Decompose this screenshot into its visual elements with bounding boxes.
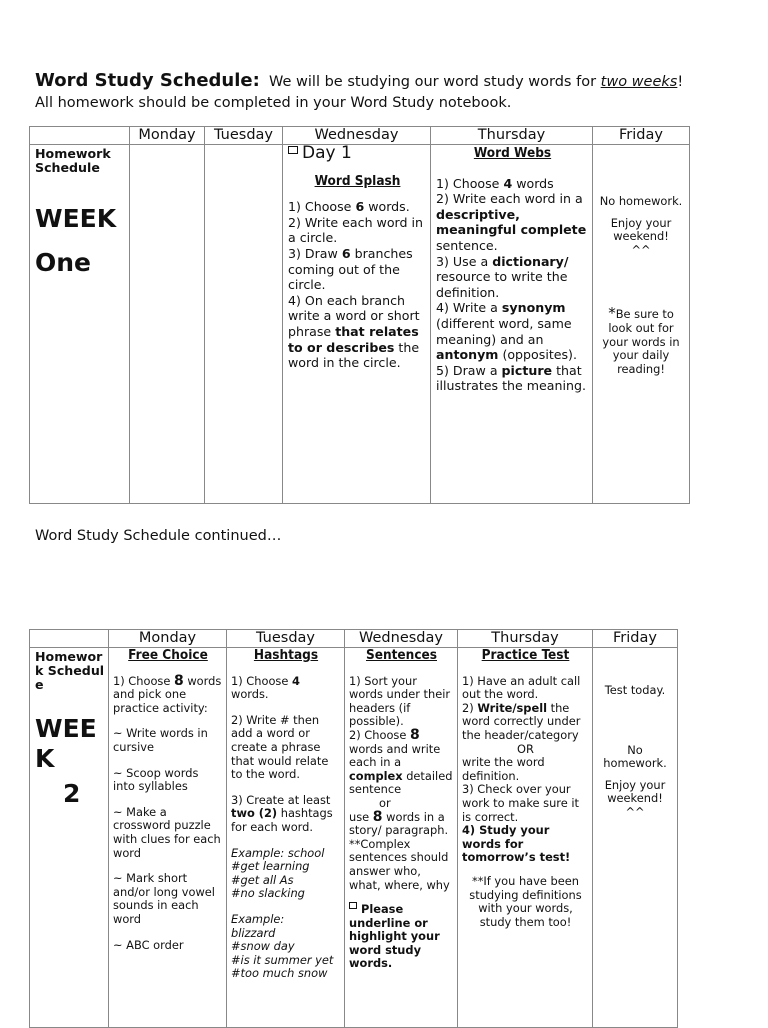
checkbox-icon bbox=[288, 146, 298, 154]
hashtags-step-2: 2) Write # then add a word or create a phrase that would relate to the word. bbox=[231, 712, 329, 782]
week2-friday-cell bbox=[593, 648, 678, 1028]
week2-day-thursday: Thursday bbox=[458, 630, 593, 648]
practice-test-heading: Practice Test bbox=[481, 647, 570, 663]
week2-wednesday-cell bbox=[345, 648, 458, 1028]
sentences-heading: Sentences bbox=[365, 647, 437, 663]
week2-friday-test-today: Test today. bbox=[604, 683, 666, 697]
week2-header-row bbox=[30, 630, 678, 648]
practice-test-step-4: 4) Study your words for tomorrow’s test! bbox=[462, 823, 571, 865]
sentences-step-3: use 8 words in a story/ paragraph. bbox=[349, 808, 449, 838]
page-title: Word Study Schedule bbox=[35, 70, 253, 91]
word-splash-heading: Word Splash bbox=[314, 172, 401, 189]
week1-homework-label: Homework Schedule bbox=[35, 146, 111, 175]
week1-day-monday: Monday bbox=[130, 127, 205, 145]
homework-note: All homework should be completed in your Word Study notebook. bbox=[35, 95, 512, 111]
word-splash-step-1: 1) Choose 6 words. bbox=[288, 199, 410, 215]
hashtags-example-1: Example: school #get learning #get all As #no slacking bbox=[231, 845, 325, 901]
week1-label-cell bbox=[30, 145, 130, 504]
free-choice-activity-5: ~ ABC order bbox=[113, 937, 184, 952]
week2-table bbox=[29, 629, 678, 1028]
week2-body-row bbox=[30, 648, 678, 1028]
continued-label: Word Study Schedule continued… bbox=[35, 528, 282, 544]
week1-day-friday: Friday bbox=[593, 127, 690, 145]
hashtags-example-2: Example: blizzard #snow day #is it summer yet #too much snow bbox=[231, 911, 334, 981]
word-splash-step-3: 3) Draw 6 branches coming out of the circle. bbox=[288, 245, 413, 293]
practice-test-step-3: 3) Check over your work to make sure it is correct. bbox=[462, 782, 579, 824]
week2-day-monday: Monday bbox=[109, 630, 227, 648]
week1-table bbox=[29, 126, 690, 504]
word-splash-step-2: 2) Write each word in a circle. bbox=[288, 214, 423, 246]
week2-week-number: 2 bbox=[63, 779, 81, 808]
sentences-underline-note: Please underline or highlight your word study words. bbox=[349, 902, 440, 971]
practice-test-definition: write the word definition. bbox=[462, 755, 545, 783]
week1-corner-cell bbox=[30, 127, 130, 145]
sentences-step-1: 1) Sort your words under their headers (if possible). bbox=[349, 673, 451, 729]
week2-week-label: WEEK bbox=[35, 714, 97, 773]
practice-test-or: OR bbox=[517, 741, 534, 756]
free-choice-activity-4: ~ Mark short and/or long vowel sounds in each word bbox=[113, 871, 215, 926]
practice-test-definitions-note: **If you have been studying definitions with your words, study them too! bbox=[469, 873, 582, 929]
free-choice-activity-2: ~ Scoop words into syllables bbox=[113, 765, 199, 794]
hashtags-heading: Hashtags bbox=[253, 647, 319, 663]
sentences-step-2: 2) Choose 8 words and write each in a complex detailed sentence bbox=[349, 726, 453, 797]
week1-day-thursday: Thursday bbox=[431, 127, 593, 145]
intro-exclaim: ! bbox=[677, 74, 684, 90]
word-webs-step-2: 2) Write each word in a descriptive, meaningful complete sentence. bbox=[436, 191, 587, 253]
free-choice-activity-1: ~ Write words in cursive bbox=[113, 726, 208, 754]
week2-corner-cell bbox=[30, 630, 109, 648]
practice-test-step-1: 1) Have an adult call out the word. bbox=[462, 673, 581, 702]
title-colon: : bbox=[252, 70, 260, 91]
week1-friday-reminder: *Be sure to look out for your words in your daily reading! bbox=[602, 304, 680, 376]
week1-week-label: WEEK bbox=[35, 204, 117, 233]
sentences-or: or bbox=[379, 795, 391, 810]
week2-tuesday-cell bbox=[227, 648, 345, 1028]
week2-monday-cell bbox=[109, 648, 227, 1028]
word-webs-step-4: 4) Write a synonym (different word, same meaning) and an antonym (opposites). bbox=[436, 300, 577, 363]
week2-day-tuesday: Tuesday bbox=[227, 630, 345, 648]
week2-friday-no-homework: No homework. bbox=[603, 742, 667, 771]
hashtags-step-1: 1) Choose 4 words. bbox=[231, 673, 300, 702]
week2-day-friday: Friday bbox=[593, 630, 678, 648]
week1-body-row bbox=[30, 145, 690, 504]
day1-label: Day 1 bbox=[288, 146, 427, 162]
week1-day-wednesday: Wednesday bbox=[283, 127, 431, 145]
practice-test-step-2: 2) Write/spell the word correctly under the header/category bbox=[462, 700, 581, 742]
week1-tuesday-cell bbox=[205, 145, 283, 504]
week1-wednesday-cell bbox=[283, 145, 431, 504]
word-webs-step-3: 3) Use a dictionary/ resource to write the definition. bbox=[436, 253, 569, 300]
word-splash-step-4: 4) On each branch write a word or short phrase that relates to or describes the word in the circle. bbox=[288, 292, 420, 371]
sentences-complex-note: **Complex sentences should answer who, what, where, why bbox=[349, 836, 450, 892]
week1-week-number: One bbox=[35, 248, 92, 277]
week2-thursday-cell bbox=[458, 648, 593, 1028]
week1-monday-cell bbox=[130, 145, 205, 504]
week1-thursday-cell bbox=[431, 145, 593, 504]
intro-text: We will be studying our word study words for bbox=[269, 74, 597, 90]
week2-label-cell bbox=[30, 648, 109, 1028]
word-webs-step-1: 1) Choose 4 words bbox=[436, 175, 554, 191]
free-choice-activity-3: ~ Make a crossword puzzle with clues for each word bbox=[113, 804, 221, 860]
week1-friday-cell bbox=[593, 145, 690, 504]
two-weeks-emphasis: two weeks bbox=[600, 74, 678, 90]
week1-day-tuesday: Tuesday bbox=[205, 127, 283, 145]
page-title-line bbox=[35, 70, 683, 91]
week2-homework-label: Homework Schedule bbox=[35, 649, 105, 692]
week2-day-wednesday: Wednesday bbox=[345, 630, 458, 648]
word-webs-heading: Word Webs bbox=[473, 145, 552, 161]
hashtags-step-3: 3) Create at least two (2) hashtags for each word. bbox=[231, 792, 333, 834]
week1-header-row bbox=[30, 127, 690, 145]
week1-friday-no-homework: No homework. bbox=[599, 194, 683, 208]
free-choice-step-1: 1) Choose 8 words and pick one practice activity: bbox=[113, 672, 222, 715]
checkbox-icon bbox=[349, 902, 357, 909]
free-choice-heading: Free Choice bbox=[128, 647, 208, 663]
word-webs-step-5: 5) Draw a picture that illustrates the meaning. bbox=[436, 362, 586, 394]
week1-friday-enjoy: Enjoy your weekend! ^^ bbox=[610, 215, 672, 257]
week2-friday-enjoy: Enjoy your weekend! ^^ bbox=[604, 777, 666, 819]
